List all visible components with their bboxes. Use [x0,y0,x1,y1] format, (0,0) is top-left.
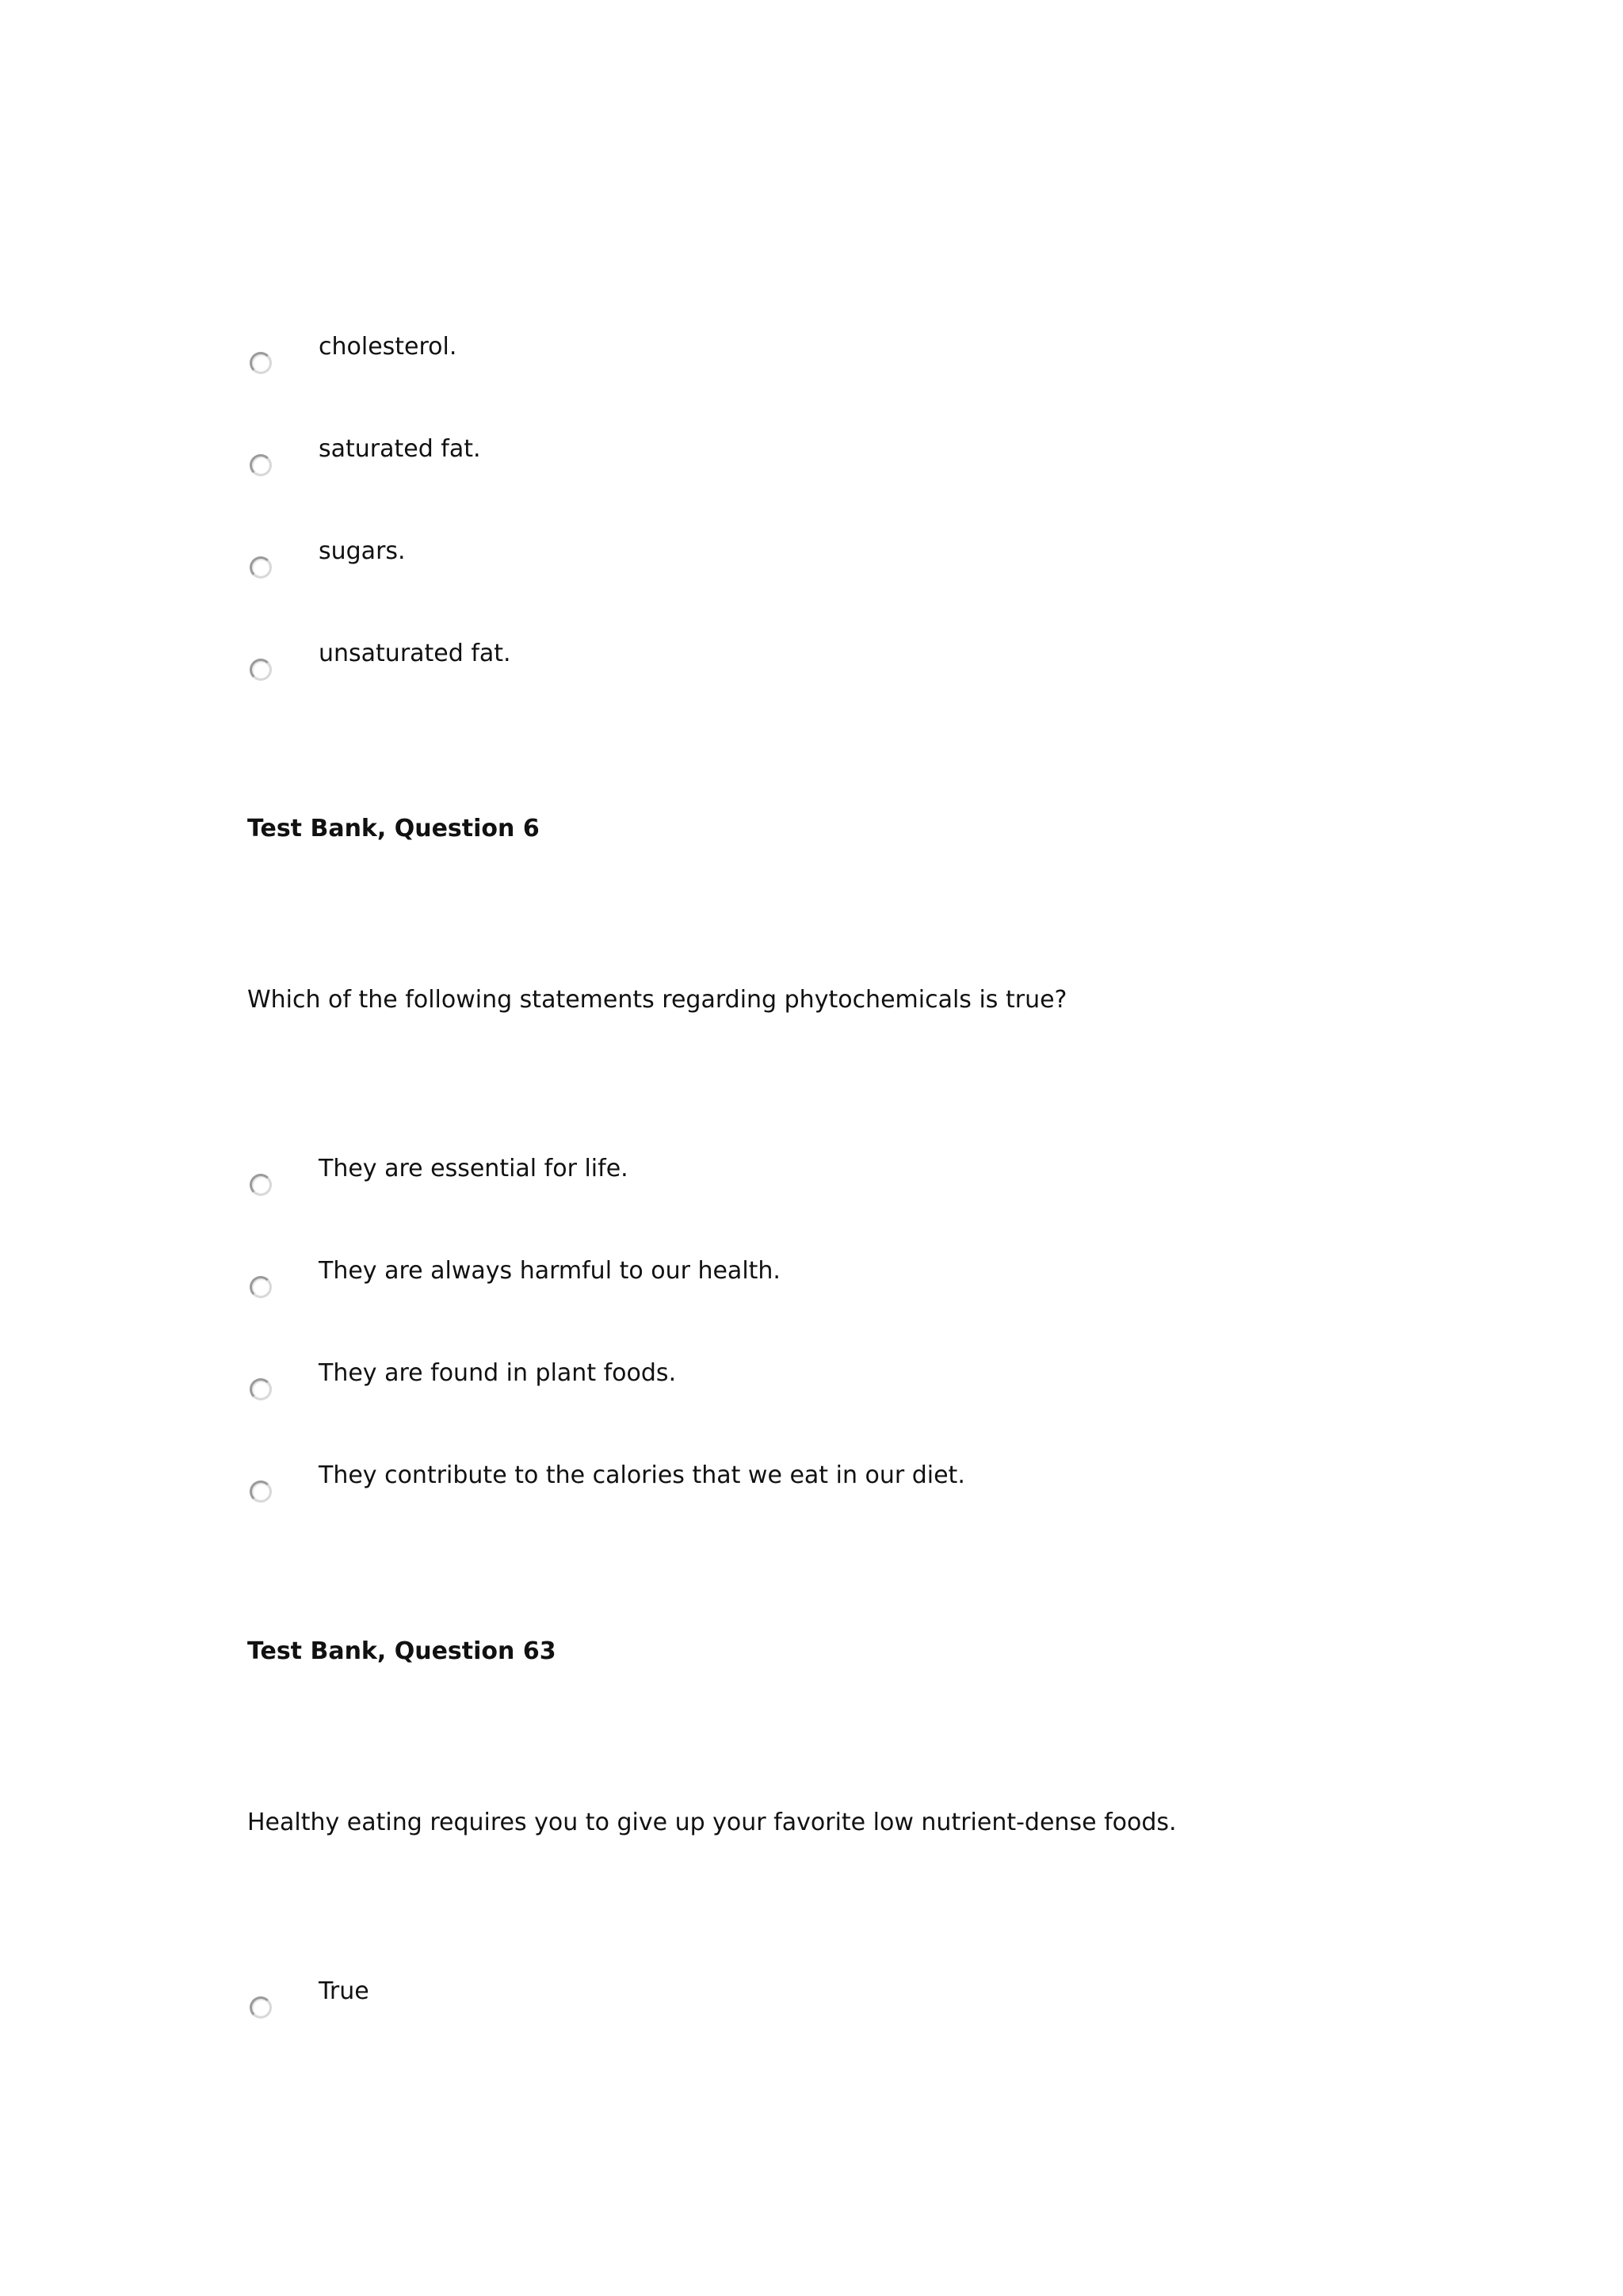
answer-option[interactable] [0,640,1623,695]
option-label: They contribute to the calories that we eat in our diet. [319,1461,965,1489]
question-text: Which of the following statements regarding phytochemicals is true? [247,986,1067,1014]
radio-button-icon[interactable] [250,1276,272,1298]
radio-button-icon[interactable] [250,1480,272,1503]
question-text: Healthy eating requires you to give up your favorite low nutrient-dense foods. [247,1809,1177,1836]
answer-option[interactable] [0,1977,1623,2033]
question-title: Test Bank, Question 63 [247,1637,556,1665]
radio-button-icon[interactable] [250,556,272,579]
question-title: Test Bank, Question 6 [247,815,540,842]
option-label: saturated fat. [319,435,481,463]
answer-option[interactable] [0,1461,1623,1517]
option-label: unsaturated fat. [319,640,511,667]
option-label: They are found in plant foods. [319,1359,677,1387]
option-label: True [319,1977,369,2005]
option-label: They are always harmful to our health. [319,1257,781,1285]
answer-option[interactable] [0,435,1623,491]
radio-button-icon[interactable] [250,1174,272,1196]
radio-button-icon[interactable] [250,454,272,476]
radio-button-icon[interactable] [250,1996,272,2019]
option-label: They are essential for life. [319,1155,628,1182]
answer-option[interactable] [0,1359,1623,1415]
option-label: cholesterol. [319,333,457,361]
answer-option[interactable] [0,1257,1623,1312]
option-label: sugars. [319,537,406,565]
answer-option[interactable] [0,537,1623,593]
answer-option[interactable] [0,1155,1623,1210]
radio-button-icon[interactable] [250,352,272,374]
radio-button-icon[interactable] [250,1378,272,1400]
answer-option[interactable] [0,333,1623,388]
radio-button-icon[interactable] [250,659,272,681]
